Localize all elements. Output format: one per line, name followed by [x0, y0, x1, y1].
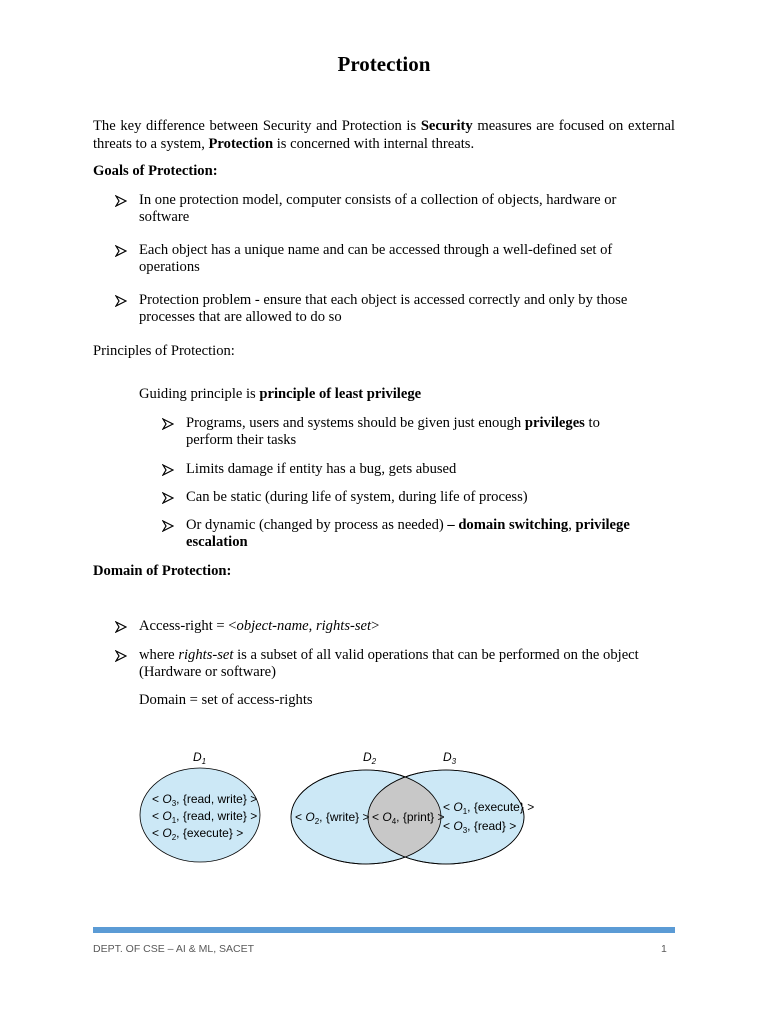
footer-bar	[93, 927, 675, 933]
guiding-text: Guiding principle is	[139, 386, 260, 402]
arrow-bullet-icon	[115, 245, 127, 257]
principle-item-text	[186, 415, 648, 449]
where-text: is a subset of all valid operations that can be performed on the object (Hardware or software)	[139, 647, 639, 680]
principle-bold: privilege escalation	[186, 517, 630, 550]
guiding-bold: principle of least privilege	[259, 386, 422, 402]
arrow-bullet-icon	[115, 195, 127, 207]
d3-row: < $O_1$, {execute} >	[443, 800, 535, 816]
intro-text: measures are focused on external threats to a system,	[93, 118, 675, 152]
arrow-bullet-icon	[162, 464, 174, 476]
arrow-bullet-icon	[115, 650, 127, 662]
principle-bold: privileges	[524, 415, 585, 431]
principle-text: to perform their tasks	[186, 415, 600, 448]
principle-text: Programs, users and systems should be given just enough	[186, 415, 525, 431]
footer-department: DEPT. OF CSE – AI & ML, SACET	[93, 943, 255, 955]
d2-row: < $O_2$, {write} >	[295, 810, 370, 826]
arrow-bullet-icon	[115, 295, 127, 307]
intro-text: The key difference between Security and Protection is	[93, 118, 421, 134]
intro-text: is concerned with internal threats.	[273, 136, 475, 152]
principle-bold: – domain switching	[447, 517, 569, 533]
intro-security-bold: Security	[420, 118, 473, 134]
intro-paragraph	[93, 117, 675, 153]
domain-d2-label: $D_2$	[363, 750, 377, 766]
principle-text: Or dynamic (changed by process as needed)	[186, 517, 448, 533]
goals-heading: Goals of Protection:	[93, 163, 218, 179]
shared-row: < $O_4$, {print} >	[372, 810, 445, 826]
access-text: ,	[308, 618, 316, 634]
access-italic: rights-set	[315, 618, 372, 634]
domain-diagram	[138, 745, 538, 870]
goal-item-text: Each object has a unique name and can be accessed through a well-defined set of operations	[139, 242, 613, 275]
domain-definition: Domain = set of access-rights	[139, 692, 313, 708]
access-right-text	[139, 618, 669, 635]
d1-row: < $O_1$, {read, write} >	[152, 809, 258, 825]
principle-item-text	[186, 517, 661, 551]
d1-row: < $O_3$, {read, write} >	[152, 792, 258, 808]
page-number: 1	[661, 943, 667, 955]
d3-row: < $O_3$, {read} >	[443, 819, 517, 835]
page-title: Protection	[337, 52, 431, 76]
where-italic: rights-set	[178, 647, 234, 663]
goal-item-text: Protection problem - ensure that each object is accessed correctly and only by those processes that are allowed to do so	[139, 292, 628, 325]
access-italic: object-name	[236, 618, 309, 634]
access-text: Access-right = <	[139, 618, 237, 634]
principle-item-text: Limits damage if entity has a bug, gets abused	[186, 461, 457, 477]
principle-item-text: Can be static (during life of system, during life of process)	[186, 489, 528, 505]
domain-d3-label: $D_3$	[443, 750, 457, 766]
d1-row: < $O_2$, {execute} >	[152, 826, 244, 842]
goal-item-text: In one protection model, computer consists of a collection of objects, hardware or software	[139, 192, 617, 225]
principles-heading: Principles of Protection:	[93, 343, 235, 359]
arrow-bullet-icon	[162, 520, 174, 532]
domain-d1-label: $D_1$	[193, 750, 207, 766]
domain-heading: Domain of Protection:	[93, 563, 232, 579]
rights-set-text	[139, 647, 674, 681]
guiding-principle	[139, 386, 421, 403]
arrow-bullet-icon	[162, 492, 174, 504]
principle-text: ,	[568, 517, 576, 533]
intro-protection-bold: Protection	[208, 136, 274, 152]
access-text: >	[371, 618, 380, 634]
arrow-bullet-icon	[162, 418, 174, 430]
arrow-bullet-icon	[115, 621, 127, 633]
where-text: where	[139, 647, 179, 663]
